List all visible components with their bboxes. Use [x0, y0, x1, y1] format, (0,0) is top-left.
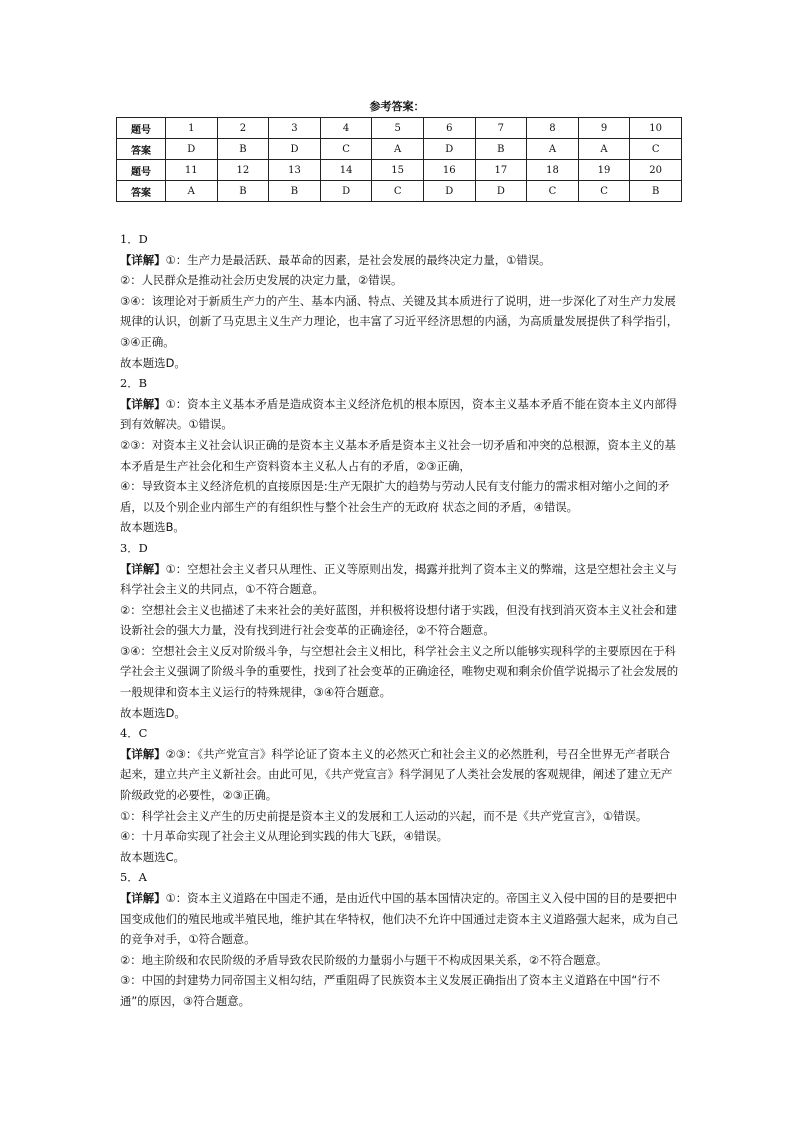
- explanation-line: [120, 250, 680, 271]
- explanation-line: [120, 970, 680, 1011]
- answer-key-cell: C: [630, 139, 682, 160]
- detail-tag: 【详解】: [120, 561, 166, 576]
- explanation-text: ②：人民群众是推动社会历史发展的决定力量，②错误。: [120, 273, 403, 288]
- answer-key-cell: 7: [475, 118, 527, 139]
- explanation-text: ①：生产力是最活跃、最革命的因素，是社会发展的最终决定力量，①错误。: [165, 252, 551, 267]
- answer-key-cell: B: [475, 139, 527, 160]
- explanation-line: [120, 806, 680, 827]
- answer-key-cell: 17: [475, 160, 527, 181]
- question-number: 3．D: [120, 540, 148, 555]
- answer-key-cell: 15: [372, 160, 424, 181]
- explanation-line: [120, 826, 680, 847]
- answer-key-row-label: 答案: [117, 139, 166, 160]
- answer-key-cell: C: [320, 139, 372, 160]
- answer-key-cell: 14: [320, 160, 372, 181]
- answer-key-cell: D: [475, 181, 527, 202]
- answer-key-cell: D: [423, 181, 475, 202]
- answer-key-cell: D: [320, 181, 372, 202]
- explanation-text: ②③：《共产党宣言》科学论证了资本主义的必然灭亡和社会主义的必然胜利，号召全世界无产者联合起来，建立共产主义新社会。由此可见，《共产党宣言》科学洞见了人类社会发展的客观规律，阐述了建立无产阶级政党的必要性，②③正确。: [120, 746, 673, 803]
- explanation-text: ①：资本主义基本矛盾是造成资本主义经济危机的根本原因，资本主义基本矛盾不能在资本主义内部得到有效解决。①错误。: [120, 396, 677, 432]
- answer-key-row: [117, 139, 682, 160]
- explanation-text: ③：中国的封建势力同帝国主义相勾结，严重阻碍了民族资本主义发展正确指出了资本主义道路在中国“行不通”的原因，③符合题意。: [120, 973, 661, 1008]
- explanation-line: [120, 517, 680, 538]
- explanation-text: ④：十月革命实现了社会主义从理论到实践的伟大飞跃，④错误。: [120, 829, 448, 844]
- explanation-text: ①：资本主义道路在中国走不通，是由近代中国的基本国情决定的。帝国主义入侵中国的目的是要把中国变成他们的殖民地或半殖民地，维护其在华特权，他们决不允许中国通过走资本主义道路强大起来，成为自己的竞争对手，①符合题意。: [120, 891, 679, 947]
- explanation-line: [120, 435, 680, 476]
- explanation-line: [120, 291, 680, 353]
- answer-key-cell: A: [166, 181, 218, 202]
- answer-key-row: [117, 181, 682, 202]
- explanation-text: 故本题选B。: [120, 520, 185, 535]
- answer-key-cell: 13: [269, 160, 321, 181]
- answer-key-cell: 2: [217, 118, 269, 139]
- explanation-line: [120, 888, 680, 950]
- answer-key-cell: 16: [423, 160, 475, 181]
- answer-key-title: 参考答案：: [369, 100, 425, 113]
- question-number: 1．D: [120, 232, 148, 246]
- answer-key-cell: B: [269, 181, 321, 202]
- explanation-line: [120, 703, 680, 724]
- answer-key-cell: 18: [527, 160, 579, 181]
- explanation-line: [120, 600, 680, 641]
- answer-key-row: [117, 160, 682, 181]
- question-number: 5．A: [120, 870, 147, 885]
- answer-key-cell: 4: [320, 118, 372, 139]
- answer-key-cell: A: [372, 139, 424, 160]
- explanation-line: [120, 950, 680, 971]
- answer-key-row: [117, 118, 682, 139]
- explanation-text: ②③：对资本主义社会认识正确的是资本主义基本矛盾是资本主义社会一切矛盾和冲突的总根源，资本主义的基本矛盾是生产社会化和生产资料资本主义私人占有的矛盾，②③正确，: [120, 437, 676, 473]
- detail-tag: 【详解】: [120, 746, 166, 761]
- explanation-text: ④：导致资本主义经济危机的直接原因是:生产无限扩大的趋势与劳动人民有支付能力的需求相对缩小之间的矛盾，以及个别企业内部生产的有组织性与整个社会生产的无政府 状态之间的矛盾，④错误。: [120, 479, 670, 514]
- answer-key-cell: 3: [269, 118, 321, 139]
- explanation-text: ③④：该理论对于新质生产力的产生、基本内涵、特点、关键及其本质进行了说明，进一步深化了对生产力发展规律的认识，创新了马克思主义生产力理论，也丰富了习近平经济思想的内涵，为高质量发展提供了科学指引，③④正确。: [120, 293, 679, 349]
- explanation-text: 故本题选C。: [120, 849, 185, 864]
- answer-key-cell: 6: [423, 118, 475, 139]
- answer-key-row-label: 题号: [117, 160, 166, 181]
- answer-key-cell: D: [423, 139, 475, 160]
- answer-key-cell: 12: [217, 160, 269, 181]
- explanation-text: 故本题选D。: [120, 705, 186, 720]
- explanation-line: [120, 744, 680, 806]
- answer-key-cell: C: [527, 181, 579, 202]
- explanation-line: [120, 559, 680, 600]
- answer-key-cell: 19: [578, 160, 630, 181]
- detail-tag: 【详解】: [120, 396, 166, 411]
- explanation-line: [120, 476, 680, 517]
- explanation-line: [120, 353, 680, 374]
- answer-key-cell: A: [527, 139, 579, 160]
- answer-key-cell: B: [217, 181, 269, 202]
- answer-key-table: [116, 117, 682, 202]
- detail-tag: 【详解】: [120, 891, 166, 905]
- question-number: 2．B: [120, 376, 148, 391]
- explanations: [120, 229, 680, 1012]
- answer-key-cell: B: [217, 139, 269, 160]
- answer-key-cell: 20: [630, 160, 682, 181]
- explanation-line: [120, 394, 680, 435]
- explanation-line: [120, 641, 680, 703]
- detail-tag: 【详解】: [120, 252, 166, 267]
- answer-key-cell: 8: [527, 118, 579, 139]
- answer-key-cell: 1: [166, 118, 218, 139]
- explanation-text: ②：空想社会主义也描述了未来社会的美好蓝图，并积极将设想付诸于实践，但没有找到消灭资本主义社会和建设新社会的强大力量，没有找到进行社会变革的正确途径，②不符合题意。: [120, 602, 677, 638]
- explanation-text: ①：科学社会主义产生的历史前提是资本主义的发展和工人运动的兴起，而不是《共产党宣言》，①错误。: [120, 808, 648, 823]
- explanation-text: 故本题选D。: [120, 355, 186, 370]
- answer-key-cell: 9: [578, 118, 630, 139]
- answer-key-cell: 5: [372, 118, 424, 139]
- answer-key-cell: D: [269, 139, 321, 160]
- answer-key-cell: C: [578, 181, 630, 202]
- answer-key-cell: A: [578, 139, 630, 160]
- explanation-text: ③④：空想社会主义反对阶级斗争，与空想社会主义相比，科学社会主义之所以能够实现科学的主要原因在于科学社会主义强调了阶级斗争的重要性，找到了社会变革的正确途径，唯物史观和剩余价值学说揭示了社会发展的一般规律和资本主义运行的特殊规律，③④符合题意。: [120, 643, 679, 700]
- answer-key-cell: C: [372, 181, 424, 202]
- explanation-line: [120, 847, 680, 868]
- question-number: 4．C: [120, 726, 148, 741]
- answer-key-cell: B: [630, 181, 682, 202]
- explanation-line: [120, 270, 680, 291]
- answer-key-cell: 11: [166, 160, 218, 181]
- explanation-text: ①：空想社会主义者只从理性、正义等原则出发，揭露并批判了资本主义的弊端，这是空想社会主义与科学社会主义的共同点，①不符合题意。: [120, 561, 677, 597]
- answer-key-cell: D: [166, 139, 218, 160]
- explanation-text: ②：地主阶级和农民阶级的矛盾导致农民阶级的力量弱小与题干不构成因果关系，②不符合题意。: [120, 952, 608, 967]
- answer-key-row-label: 题号: [117, 118, 166, 139]
- answer-key-cell: 10: [630, 118, 682, 139]
- answer-key-row-label: 答案: [117, 181, 166, 202]
